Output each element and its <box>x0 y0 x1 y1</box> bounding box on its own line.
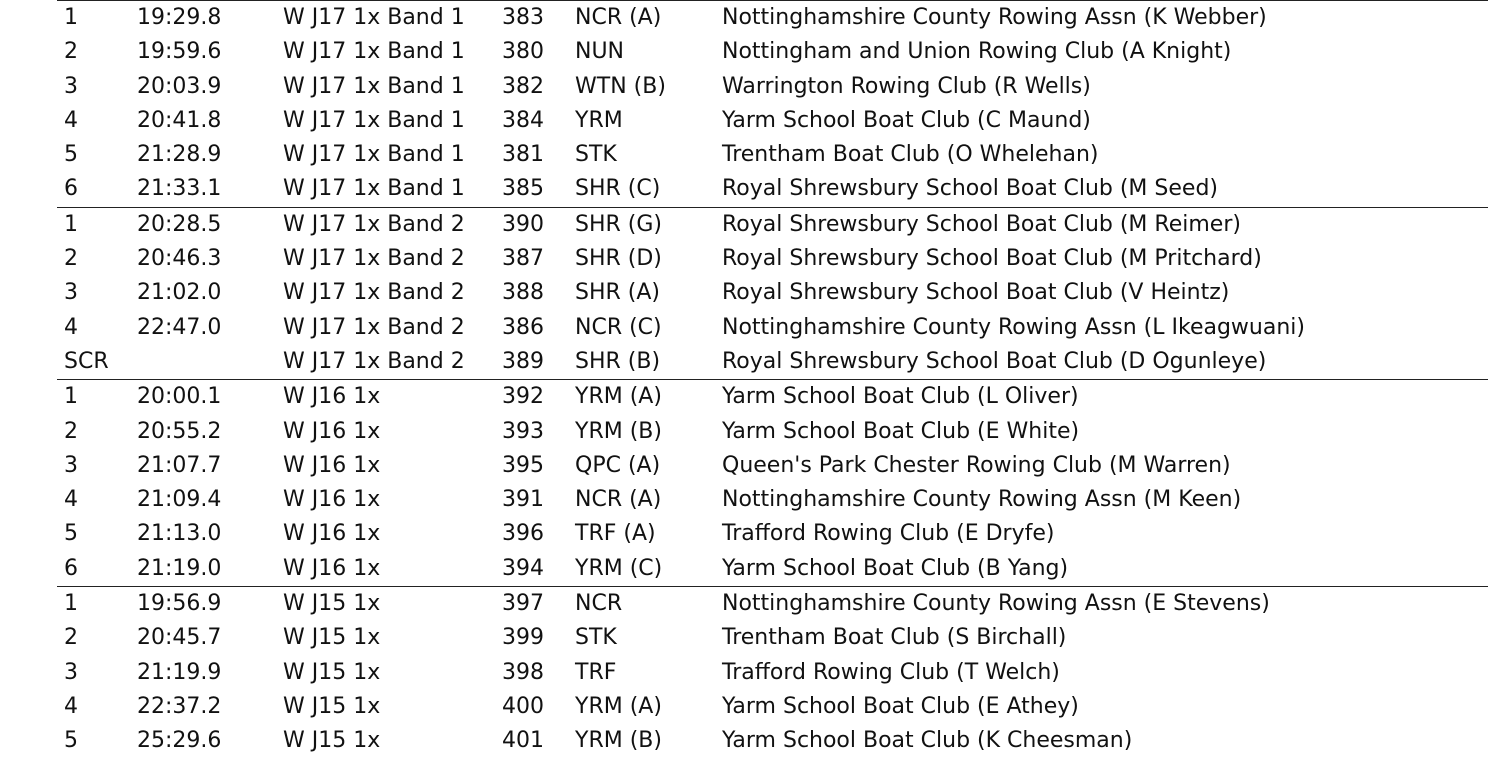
table-row <box>57 415 1488 449</box>
table-row <box>57 656 1488 690</box>
crew-cell: Nottingham and Union Rowing Club (A Knight) <box>722 39 1232 65</box>
table-row <box>57 621 1488 655</box>
event-cell: W J17 1x Band 1 <box>283 107 465 133</box>
event-cell: W J17 1x Band 1 <box>283 5 465 30</box>
event-cell: W J15 1x <box>283 591 381 617</box>
crew-cell: Royal Shrewsbury School Boat Club (M Reimer) <box>722 211 1241 237</box>
event-cell: W J17 1x Band 2 <box>283 211 465 237</box>
crew-cell: Nottinghamshire County Rowing Assn (L Ikeagwuani) <box>722 314 1305 340</box>
event-cell: W J16 1x <box>283 487 381 513</box>
table-row <box>57 724 1488 758</box>
table-row <box>57 70 1488 104</box>
event-cell: W J15 1x <box>283 693 381 719</box>
crew-cell: Trentham Boat Club (S Birchall) <box>722 625 1067 651</box>
crew-cell: Trafford Rowing Club (E Dryfe) <box>722 521 1055 547</box>
crew-cell: Yarm School Boat Club (K Cheesman) <box>722 728 1133 754</box>
position-cell: 3 <box>64 73 78 99</box>
time-cell: 22:37.2 <box>137 693 222 719</box>
bow-number-cell: 390 <box>502 211 544 237</box>
bow-number-cell: 388 <box>502 280 544 306</box>
time-cell: 20:28.5 <box>137 211 222 237</box>
club-code-cell: STK <box>575 142 617 168</box>
event-group <box>57 586 1488 758</box>
time-cell: 20:00.1 <box>137 384 222 410</box>
event-cell: W J16 1x <box>283 384 381 410</box>
position-cell: 3 <box>64 452 78 478</box>
position-cell: 4 <box>64 314 78 340</box>
crew-cell: Yarm School Boat Club (B Yang) <box>722 555 1069 581</box>
event-cell: W J17 1x Band 2 <box>283 246 465 272</box>
crew-cell: Yarm School Boat Club (C Maund) <box>722 107 1091 133</box>
club-code-cell: SHR (B) <box>575 348 661 374</box>
bow-number-cell: 401 <box>502 728 544 754</box>
table-row <box>57 517 1488 551</box>
table-row <box>57 208 1488 242</box>
table-row <box>57 35 1488 69</box>
event-cell: W J15 1x <box>283 659 381 685</box>
position-cell: 5 <box>64 728 78 754</box>
event-cell: W J15 1x <box>283 625 381 651</box>
event-group <box>57 207 1488 379</box>
results-table <box>57 0 1488 759</box>
time-cell: 19:56.9 <box>137 591 222 617</box>
position-cell: 5 <box>64 521 78 547</box>
club-code-cell: TRF <box>575 659 617 685</box>
time-cell: 21:07.7 <box>137 452 222 478</box>
event-cell: W J15 1x <box>283 728 381 754</box>
position-cell: 3 <box>64 280 78 306</box>
bow-number-cell: 384 <box>502 107 544 133</box>
table-row <box>57 172 1488 206</box>
club-code-cell: NUN <box>575 39 625 65</box>
table-row <box>57 380 1488 414</box>
bow-number-cell: 391 <box>502 487 544 513</box>
crew-cell: Trentham Boat Club (O Whelehan) <box>722 142 1099 168</box>
table-row <box>57 587 1488 621</box>
bow-number-cell: 393 <box>502 418 544 444</box>
bow-number-cell: 399 <box>502 625 544 651</box>
table-row <box>57 552 1488 586</box>
bow-number-cell: 387 <box>502 246 544 272</box>
bow-number-cell: 381 <box>502 142 544 168</box>
table-row <box>57 104 1488 138</box>
table-row <box>57 138 1488 172</box>
club-code-cell: SHR (D) <box>575 246 662 272</box>
club-code-cell: QPC (A) <box>575 452 661 478</box>
position-cell: 2 <box>64 39 78 65</box>
position-cell: 4 <box>64 693 78 719</box>
position-cell: 5 <box>64 142 78 168</box>
event-cell: W J16 1x <box>283 418 381 444</box>
bow-number-cell: 394 <box>502 555 544 581</box>
crew-cell: Royal Shrewsbury School Boat Club (M Seed) <box>722 176 1218 202</box>
table-row <box>57 276 1488 310</box>
bow-number-cell: 380 <box>502 39 544 65</box>
position-cell: 2 <box>64 625 78 651</box>
event-cell: W J17 1x Band 1 <box>283 142 465 168</box>
time-cell: 25:29.6 <box>137 728 222 754</box>
crew-cell: Yarm School Boat Club (E Athey) <box>722 693 1079 719</box>
event-group <box>57 379 1488 586</box>
bow-number-cell: 392 <box>502 384 544 410</box>
club-code-cell: NCR (C) <box>575 314 662 340</box>
club-code-cell: NCR (A) <box>575 5 662 30</box>
crew-cell: Royal Shrewsbury School Boat Club (M Pritchard) <box>722 246 1262 272</box>
time-cell: 20:45.7 <box>137 625 222 651</box>
time-cell: 20:46.3 <box>137 246 222 272</box>
event-cell: W J17 1x Band 1 <box>283 39 465 65</box>
event-cell: W J17 1x Band 2 <box>283 314 465 340</box>
position-cell: 2 <box>64 246 78 272</box>
position-cell: 1 <box>64 5 78 30</box>
position-cell: 3 <box>64 659 78 685</box>
event-cell: W J16 1x <box>283 555 381 581</box>
bow-number-cell: 389 <box>502 348 544 374</box>
table-row <box>57 311 1488 345</box>
time-cell: 21:28.9 <box>137 142 222 168</box>
time-cell: 21:09.4 <box>137 487 222 513</box>
crew-cell: Nottinghamshire County Rowing Assn (K Webber) <box>722 5 1267 30</box>
time-cell: 21:19.9 <box>137 659 222 685</box>
bow-number-cell: 383 <box>502 5 544 30</box>
table-row <box>57 449 1488 483</box>
table-row <box>57 690 1488 724</box>
time-cell: 20:55.2 <box>137 418 222 444</box>
time-cell: 21:02.0 <box>137 280 222 306</box>
event-cell: W J17 1x Band 1 <box>283 176 465 202</box>
bow-number-cell: 382 <box>502 73 544 99</box>
position-cell: 1 <box>64 384 78 410</box>
club-code-cell: YRM (B) <box>575 418 662 444</box>
crew-cell: Nottinghamshire County Rowing Assn (M Keen) <box>722 487 1242 513</box>
club-code-cell: TRF (A) <box>575 521 656 547</box>
club-code-cell: NCR (A) <box>575 487 662 513</box>
time-cell: 19:29.8 <box>137 5 222 30</box>
time-cell: 20:41.8 <box>137 107 222 133</box>
position-cell: 4 <box>64 107 78 133</box>
table-row <box>57 242 1488 276</box>
crew-cell: Yarm School Boat Club (E White) <box>722 418 1080 444</box>
club-code-cell: SHR (C) <box>575 176 661 202</box>
club-code-cell: YRM <box>575 107 623 133</box>
position-cell: 6 <box>64 176 78 202</box>
event-group <box>57 0 1488 207</box>
event-cell: W J17 1x Band 2 <box>283 348 465 374</box>
bow-number-cell: 386 <box>502 314 544 340</box>
bow-number-cell: 398 <box>502 659 544 685</box>
table-row <box>57 1 1488 35</box>
club-code-cell: YRM (A) <box>575 693 662 719</box>
crew-cell: Trafford Rowing Club (T Welch) <box>722 659 1060 685</box>
club-code-cell: YRM (B) <box>575 728 662 754</box>
table-row <box>57 345 1488 379</box>
crew-cell: Queen's Park Chester Rowing Club (M Warren) <box>722 452 1231 478</box>
time-cell: 21:33.1 <box>137 176 222 202</box>
position-cell: 4 <box>64 487 78 513</box>
club-code-cell: WTN (B) <box>575 73 666 99</box>
bow-number-cell: 400 <box>502 693 544 719</box>
time-cell: 22:47.0 <box>137 314 222 340</box>
position-cell: 2 <box>64 418 78 444</box>
bow-number-cell: 396 <box>502 521 544 547</box>
crew-cell: Nottinghamshire County Rowing Assn (E Stevens) <box>722 591 1270 617</box>
event-cell: W J16 1x <box>283 452 381 478</box>
event-cell: W J16 1x <box>283 521 381 547</box>
bow-number-cell: 397 <box>502 591 544 617</box>
crew-cell: Royal Shrewsbury School Boat Club (D Ogunleye) <box>722 348 1267 374</box>
club-code-cell: YRM (C) <box>575 555 663 581</box>
position-cell: 1 <box>64 591 78 617</box>
time-cell: 21:19.0 <box>137 555 222 581</box>
time-cell: 19:59.6 <box>137 39 222 65</box>
club-code-cell: SHR (A) <box>575 280 661 306</box>
bow-number-cell: 385 <box>502 176 544 202</box>
crew-cell: Warrington Rowing Club (R Wells) <box>722 73 1091 99</box>
crew-cell: Royal Shrewsbury School Boat Club (V Heintz) <box>722 280 1230 306</box>
table-row <box>57 483 1488 517</box>
time-cell: 20:03.9 <box>137 73 222 99</box>
bow-number-cell: 395 <box>502 452 544 478</box>
club-code-cell: SHR (G) <box>575 211 663 237</box>
club-code-cell: YRM (A) <box>575 384 662 410</box>
crew-cell: Yarm School Boat Club (L Oliver) <box>722 384 1079 410</box>
club-code-cell: NCR <box>575 591 623 617</box>
event-cell: W J17 1x Band 2 <box>283 280 465 306</box>
position-cell: 1 <box>64 211 78 237</box>
position-cell: SCR <box>64 348 109 374</box>
position-cell: 6 <box>64 555 78 581</box>
time-cell: 21:13.0 <box>137 521 222 547</box>
event-cell: W J17 1x Band 1 <box>283 73 465 99</box>
club-code-cell: STK <box>575 625 617 651</box>
